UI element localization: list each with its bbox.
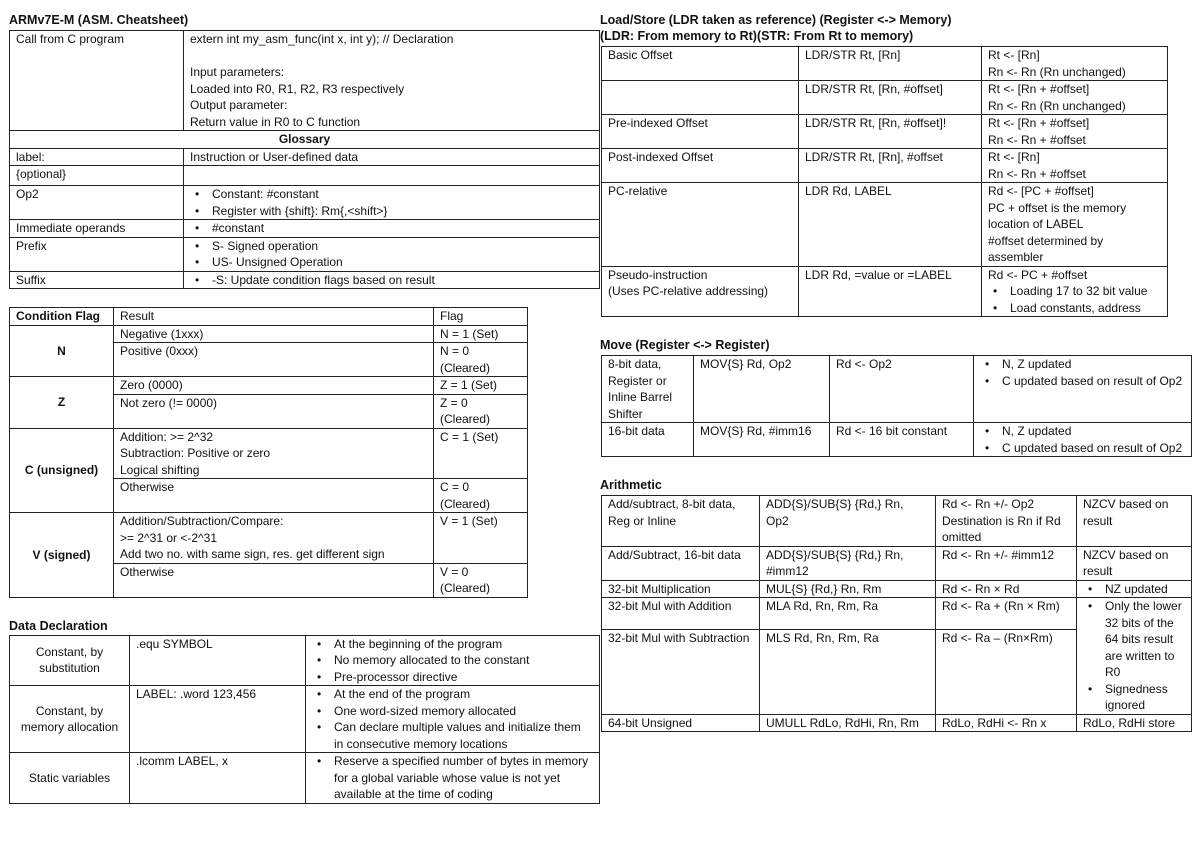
bullet-item: • Only the lower 32 bits of the 64 bits result are written to R0 bbox=[1083, 598, 1185, 681]
instruction-syntax: LDR/STR Rt, [Rn, #offset]! bbox=[799, 115, 982, 149]
right-column bbox=[600, 0, 1193, 732]
move-notes bbox=[974, 356, 1192, 423]
decl-syntax: LABEL: .word 123,456 bbox=[130, 686, 306, 753]
decl-row bbox=[10, 635, 600, 686]
result-header: Result bbox=[114, 308, 434, 326]
bullet-item: • -S: Update condition flags based on result bbox=[190, 272, 593, 289]
arith-effect: Rd <- Rn +/- #imm12 bbox=[936, 546, 1077, 580]
instruction-effect: Rt <- [Rn] Rn <- Rn + #offset bbox=[982, 149, 1168, 183]
glossary-desc bbox=[184, 237, 600, 271]
calling-table bbox=[9, 30, 600, 289]
glossary-desc bbox=[184, 186, 600, 220]
loadstore-row bbox=[602, 81, 1168, 115]
instruction-syntax: LDR Rd, LABEL bbox=[799, 183, 982, 267]
instruction-effect: Rt <- [Rn + #offset] Rn <- Rn (Rn unchanged) bbox=[982, 81, 1168, 115]
arith-effect: Rd <- Ra – (Rn×Rm) bbox=[936, 630, 1077, 715]
effect-line: Rd <- PC + #offset bbox=[988, 267, 1088, 282]
decl-kind: Constant, by memory allocation bbox=[10, 686, 130, 753]
flag-result: Otherwise bbox=[114, 479, 434, 513]
move-table bbox=[601, 355, 1192, 457]
loadstore-row bbox=[602, 266, 1168, 317]
decl-row bbox=[10, 686, 600, 753]
glossary-row bbox=[10, 148, 600, 166]
arith-effect: Rd <- Rn × Rd bbox=[936, 580, 1077, 598]
bullet-item: • Pre-processor directive bbox=[312, 669, 593, 686]
decl-notes bbox=[306, 753, 600, 804]
condition-flag-table bbox=[9, 307, 528, 598]
instruction-effect bbox=[982, 266, 1168, 317]
glossary-row bbox=[10, 237, 600, 271]
arith-flags: NZCV based on result bbox=[1077, 546, 1192, 580]
arith-op: Add/Subtract, 16-bit data bbox=[602, 546, 760, 580]
bullet-item: • C updated based on result of Op2 bbox=[980, 440, 1185, 457]
addressing-mode bbox=[602, 81, 799, 115]
flag-result: Otherwise bbox=[114, 563, 434, 597]
bullet-item: • Load constants, address bbox=[988, 300, 1161, 317]
loadstore-title: Load/Store (LDR taken as reference) (Register <-> Memory) bbox=[600, 13, 952, 27]
arithmetic-table bbox=[601, 495, 1192, 732]
data-declaration-table bbox=[9, 635, 600, 804]
glossary-row bbox=[10, 186, 600, 220]
flag-result: Not zero (!= 0000) bbox=[114, 394, 434, 428]
bullet-item: • US- Unsigned Operation bbox=[190, 254, 593, 271]
bullet-item: • #constant bbox=[190, 220, 593, 237]
addressing-mode: Basic Offset bbox=[602, 47, 799, 81]
glossary-title: Glossary bbox=[10, 131, 600, 149]
flag-value: Z = 1 (Set) bbox=[434, 377, 528, 395]
flag-value: Z = 0 (Cleared) bbox=[434, 394, 528, 428]
decl-syntax: .lcomm LABEL, x bbox=[130, 753, 306, 804]
glossary-term: {optional} bbox=[10, 166, 184, 186]
arith-flags: NZCV based on result bbox=[1077, 496, 1192, 547]
instruction-effect: Rt <- [Rn] Rn <- Rn (Rn unchanged) bbox=[982, 47, 1168, 81]
instruction-syntax: LDR/STR Rt, [Rn], #offset bbox=[799, 149, 982, 183]
flag-header-row bbox=[10, 308, 528, 326]
flag-row bbox=[10, 428, 528, 479]
bullet-item: • NZ updated bbox=[1083, 581, 1185, 598]
arith-op: Add/subtract, 8-bit data, Reg or Inline bbox=[602, 496, 760, 547]
decl-row bbox=[10, 753, 600, 804]
arith-op: 32-bit Mul with Subtraction bbox=[602, 630, 760, 715]
left-column bbox=[9, 0, 599, 804]
bullet-item: • Signedness ignored bbox=[1083, 681, 1185, 714]
call-row bbox=[10, 31, 600, 131]
bullet-item: • C updated based on result of Op2 bbox=[980, 373, 1185, 390]
decl-syntax: .equ SYMBOL bbox=[130, 635, 306, 686]
arith-effect: RdLo, RdHi <- Rn x bbox=[936, 714, 1077, 732]
instruction-syntax: LDR/STR Rt, [Rn] bbox=[799, 47, 982, 81]
arith-flags: RdLo, RdHi store bbox=[1077, 714, 1192, 732]
bullet-item: • Loading 17 to 32 bit value bbox=[988, 283, 1161, 300]
addressing-mode: Pseudo-instruction (Uses PC-relative addressing) bbox=[602, 266, 799, 317]
instruction-syntax: LDR Rd, =value or =LABEL bbox=[799, 266, 982, 317]
bullet-item: • Register with {shift}: Rm{,<shift>} bbox=[190, 203, 593, 220]
flag-value: C = 0 (Cleared) bbox=[434, 479, 528, 513]
addressing-mode: PC-relative bbox=[602, 183, 799, 267]
decl-notes bbox=[306, 686, 600, 753]
flag-result: Positive (0xxx) bbox=[114, 343, 434, 377]
glossary-desc bbox=[184, 220, 600, 238]
bullet-item: • Reserve a specified number of bytes in memory for a global variable whose value is not yet available at the time of coding bbox=[312, 753, 593, 803]
loadstore-row bbox=[602, 183, 1168, 267]
move-syntax: MOV{S} Rd, #imm16 bbox=[694, 423, 830, 457]
arith-syntax: MUL{S} {Rd,} Rn, Rm bbox=[760, 580, 936, 598]
glossary-desc bbox=[184, 166, 600, 186]
arith-row bbox=[602, 580, 1192, 598]
bullet-item: • At the beginning of the program bbox=[312, 636, 593, 653]
flag-row bbox=[10, 377, 528, 395]
loadstore-row bbox=[602, 47, 1168, 81]
move-title: Move (Register <-> Register) bbox=[600, 338, 770, 352]
flag-result: Negative (1xxx) bbox=[114, 325, 434, 343]
glossary-desc: Instruction or User-defined data bbox=[184, 148, 600, 166]
arith-row bbox=[602, 714, 1192, 732]
bullet-item: • No memory allocated to the constant bbox=[312, 652, 593, 669]
flag-name: Z bbox=[10, 377, 114, 429]
data-declaration-title: Data Declaration bbox=[9, 618, 108, 633]
arith-syntax: MLS Rd, Rn, Rm, Ra bbox=[760, 630, 936, 715]
instruction-effect: Rd <- [PC + #offset] PC + offset is the memory location of LABEL #offset determined by assembler bbox=[982, 183, 1168, 267]
flag-value: N = 0 (Cleared) bbox=[434, 343, 528, 377]
arith-row bbox=[602, 598, 1192, 630]
bullet-item: • S- Signed operation bbox=[190, 238, 593, 255]
move-effect: Rd <- 16 bit constant bbox=[830, 423, 974, 457]
flag-value: C = 1 (Set) bbox=[434, 428, 528, 479]
flag-value: N = 1 (Set) bbox=[434, 325, 528, 343]
flag-value: V = 1 (Set) bbox=[434, 513, 528, 564]
bullet-item: • Constant: #constant bbox=[190, 186, 593, 203]
arith-syntax: UMULL RdLo, RdHi, Rn, Rm bbox=[760, 714, 936, 732]
arith-row bbox=[602, 496, 1192, 547]
glossary-term: Immediate operands bbox=[10, 220, 184, 238]
flag-result: Addition: >= 2^32 Subtraction: Positive or zero Logical shifting bbox=[114, 428, 434, 479]
arith-op: 64-bit Unsigned bbox=[602, 714, 760, 732]
arith-op: 32-bit Mul with Addition bbox=[602, 598, 760, 630]
flag-row bbox=[10, 325, 528, 343]
bullet-item: • N, Z updated bbox=[980, 356, 1185, 373]
call-content: extern int my_asm_func(int x, int y); // Declaration Input parameters: Loaded into R0, R1, R2, R3 respectively Output parameter: Return value in R0 to C function bbox=[184, 31, 600, 131]
glossary-row bbox=[10, 271, 600, 289]
glossary-term: Op2 bbox=[10, 186, 184, 220]
arith-syntax: ADD{S}/SUB{S} {Rd,} Rn, Op2 bbox=[760, 496, 936, 547]
move-effect: Rd <- Op2 bbox=[830, 356, 974, 423]
glossary-row bbox=[10, 220, 600, 238]
decl-notes bbox=[306, 635, 600, 686]
flag-result: Zero (0000) bbox=[114, 377, 434, 395]
move-notes bbox=[974, 423, 1192, 457]
addressing-mode: Post-indexed Offset bbox=[602, 149, 799, 183]
glossary-row bbox=[10, 166, 600, 186]
loadstore-subtitle: (LDR: From memory to Rt)(STR: From Rt to memory) bbox=[600, 29, 914, 43]
glossary-term: label: bbox=[10, 148, 184, 166]
arithmetic-title: Arithmetic bbox=[600, 478, 662, 492]
bullet-item: • N, Z updated bbox=[980, 423, 1185, 440]
arith-syntax: ADD{S}/SUB{S} {Rd,} Rn, #imm12 bbox=[760, 546, 936, 580]
flag-header: Condition Flag bbox=[10, 308, 114, 326]
flag-value-header: Flag bbox=[434, 308, 528, 326]
addressing-mode: Pre-indexed Offset bbox=[602, 115, 799, 149]
arith-op: 32-bit Multiplication bbox=[602, 580, 760, 598]
arith-flags bbox=[1077, 580, 1192, 598]
loadstore-table bbox=[601, 46, 1168, 317]
bullet-item: • At the end of the program bbox=[312, 686, 593, 703]
decl-kind: Static variables bbox=[10, 753, 130, 804]
glossary-desc bbox=[184, 271, 600, 289]
instruction-syntax: LDR/STR Rt, [Rn, #offset] bbox=[799, 81, 982, 115]
loadstore-row bbox=[602, 149, 1168, 183]
arith-effect: Rd <- Rn +/- Op2 Destination is Rn if Rd omitted bbox=[936, 496, 1077, 547]
move-row bbox=[602, 356, 1192, 423]
decl-kind: Constant, by substitution bbox=[10, 635, 130, 686]
mul-notes bbox=[1077, 598, 1192, 715]
loadstore-row bbox=[602, 115, 1168, 149]
flag-result: Addition/Subtraction/Compare: >= 2^31 or <-2^31 Add two no. with same sign, res. get different sign bbox=[114, 513, 434, 564]
cheatsheet-title: ARMv7E-M (ASM. Cheatsheet) bbox=[9, 13, 189, 27]
call-label: Call from C program bbox=[10, 31, 184, 131]
move-row bbox=[602, 423, 1192, 457]
glossary-term: Prefix bbox=[10, 237, 184, 271]
bullet-item: • Can declare multiple values and initialize them in consecutive memory locations bbox=[312, 719, 593, 752]
flag-name: N bbox=[10, 325, 114, 377]
flag-name: C (unsigned) bbox=[10, 428, 114, 513]
bullet-item: • One word-sized memory allocated bbox=[312, 703, 593, 720]
flag-name: V (signed) bbox=[10, 513, 114, 598]
flag-value: V = 0 (Cleared) bbox=[434, 563, 528, 597]
move-data: 8-bit data, Register or Inline Barrel Shifter bbox=[602, 356, 694, 423]
arith-effect: Rd <- Ra + (Rn × Rm) bbox=[936, 598, 1077, 630]
move-data: 16-bit data bbox=[602, 423, 694, 457]
instruction-effect: Rt <- [Rn + #offset] Rn <- Rn + #offset bbox=[982, 115, 1168, 149]
move-syntax: MOV{S} Rd, Op2 bbox=[694, 356, 830, 423]
arith-row bbox=[602, 546, 1192, 580]
arith-syntax: MLA Rd, Rn, Rm, Ra bbox=[760, 598, 936, 630]
glossary-term: Suffix bbox=[10, 271, 184, 289]
flag-row bbox=[10, 513, 528, 564]
